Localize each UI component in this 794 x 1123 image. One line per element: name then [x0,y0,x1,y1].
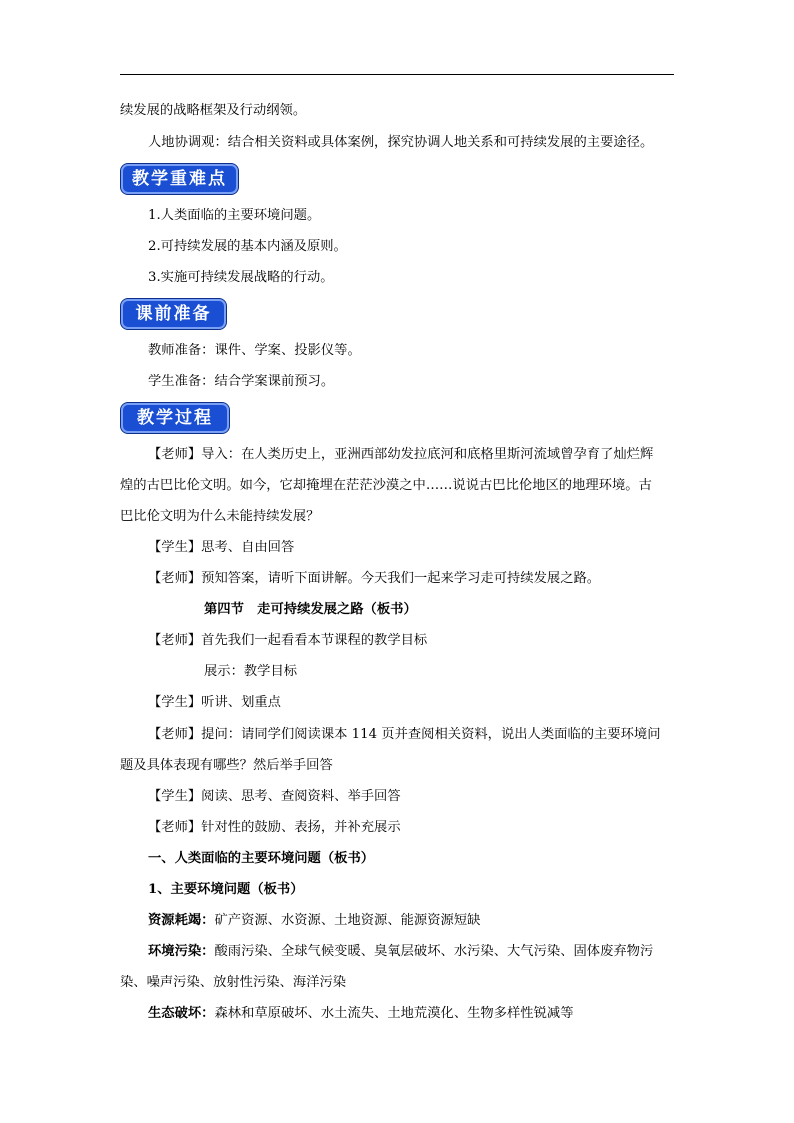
paragraph-line: 【学生】阅读、思考、查阅资料、举手回答 [148,789,401,804]
paragraph-line: 染、噪声污染、放射性污染、海洋污染 [120,975,347,990]
list-item: 1.人类面临的主要环境问题。 [148,208,321,223]
paragraph-line: 【老师】预知答案，请听下面讲解。今天我们一起来学习走可持续发展之路。 [148,571,601,586]
paragraph-line: 展示：教学目标 [204,664,298,679]
paragraph-line: 【学生】思考、自由回答 [148,540,295,555]
paragraph-line: 巴比伦文明为什么未能持续发展？ [120,509,320,524]
paragraph-line: 【老师】导入：在人类历史上，亚洲西部幼发拉底河和底格里斯河流域曾孕育了灿烂辉 [148,447,654,462]
item-label: 环境污染： [148,944,215,959]
paragraph-line: 煌的古巴比伦文明。如今，它却掩埋在茫茫沙漠之中……说说古巴比伦地区的地理环境。古 [120,478,652,493]
item-label: 资源耗竭： [148,913,215,928]
badge-preparation: 课前准备 [121,299,226,329]
badge-process: 教学过程 [121,403,229,433]
item-text: 酸雨污染、全球气候变暖、臭氧层破坏、水污染、大气污染、固体废弃物污 [214,944,654,959]
header-rule [120,74,674,75]
section-heading: 第四节 走可持续发展之路（板书） [204,602,417,617]
list-item: 3.实施可持续发展战略的行动。 [148,270,334,285]
paragraph-line: 【学生】听讲、划重点 [148,695,281,710]
paragraph-line: 【老师】提问：请同学们阅读课本 114 页并查阅相关资料，说出人类面临的主要环境问 [148,727,661,742]
paragraph-line: 教师准备：课件、学案、投影仪等。 [148,343,361,358]
item-text: 矿产资源、水资源、土地资源、能源资源短缺 [214,913,481,928]
paragraph-line: 题及具体表现有哪些？然后举手回答 [120,758,333,773]
paragraph-line: 学生准备：结合学案课前预习。 [148,374,335,389]
item-ecological-damage [148,1004,708,1024]
paragraph-line: 续发展的战略框架及行动纲领。 [120,103,307,118]
item-pollution [148,942,708,962]
item-resource-depletion [148,911,708,931]
paragraph-line: 人地协调观：结合相关资料或具体案例，探究协调人地关系和可持续发展的主要途径。 [148,135,654,150]
item-label: 生态破坏： [148,1006,215,1021]
badge-key-points: 教学重难点 [121,164,238,194]
subheading: 一、人类面临的主要环境问题（板书） [148,851,375,866]
item-text: 森林和草原破坏、水土流失、土地荒漠化、生物多样性锐减等 [214,1006,574,1021]
paragraph-line: 【老师】针对性的鼓励、表扬，并补充展示 [148,820,401,835]
paragraph-line: 【老师】首先我们一起看看本节课程的教学目标 [148,633,428,648]
list-item: 2.可持续发展的基本内涵及原则。 [148,239,347,254]
subheading: 1、主要环境问题（板书） [148,882,304,897]
